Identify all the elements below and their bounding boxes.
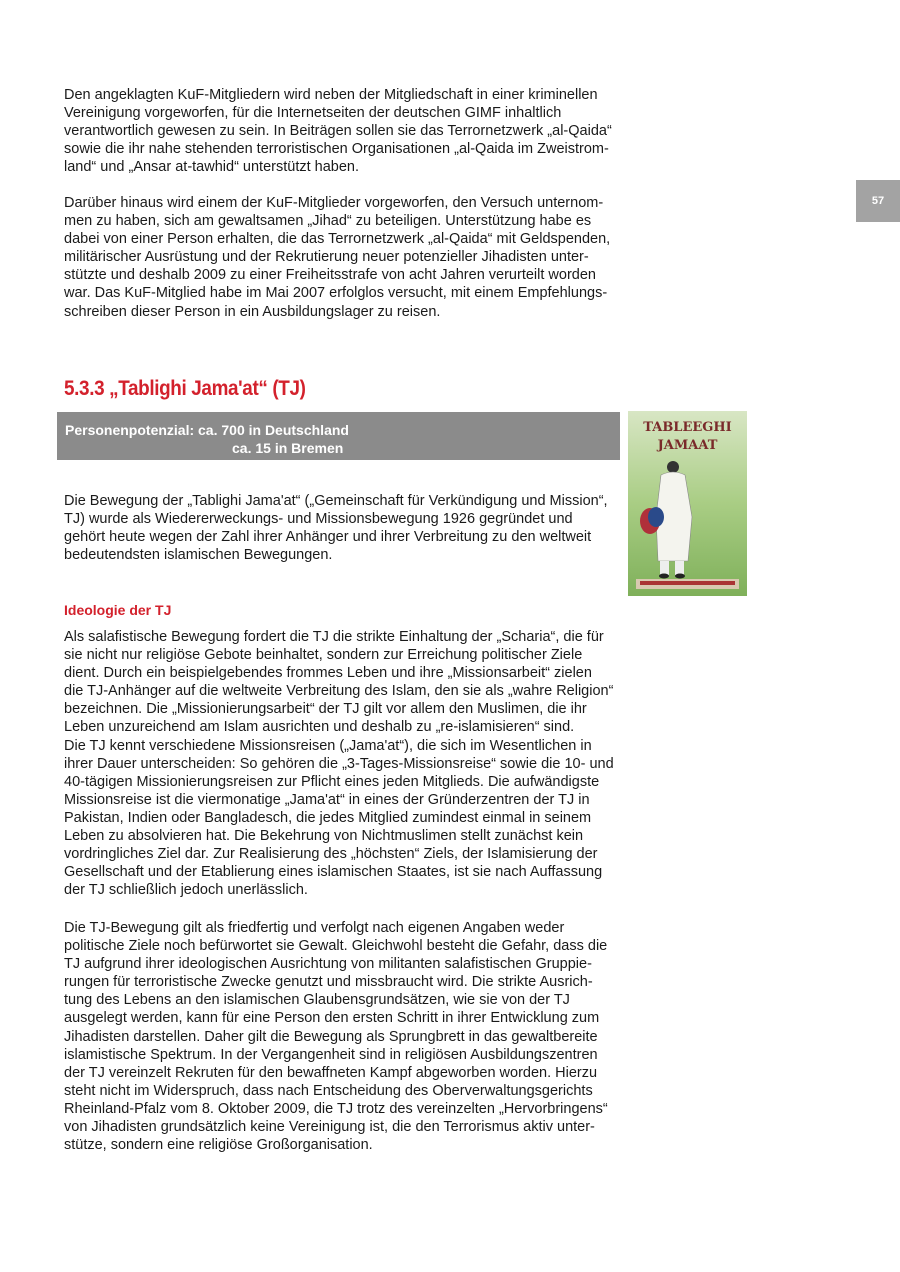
text-line: Die TJ kennt verschiedene Missionsreisen („Jama'at“), die sich im Wesentlichen in: [64, 737, 592, 754]
text-line: der TJ vereinzelt Rekruten für den bewaffneten Kampf abgeworben worden. Hierzu: [64, 1064, 598, 1081]
text-line: stützte und deshalb 2009 zu einer Freiheitsstrafe von acht Jahren verurteilt worden: [64, 267, 596, 284]
paragraph-tj-ideology: [64, 628, 614, 899]
text-line: verantwortlich gewesen zu sein. In Beiträgen sollen sie das Terrornetzwerk „al-Qaida“: [64, 123, 612, 140]
text-line: ihrer Dauer unterscheiden: So gehören die „3-Tages-Missionsreise“ sowie die 10- und: [64, 755, 614, 772]
text-line: dient. Durch ein beispielgebendes frommes Leben und ihre „Missionsarbeit“ zielen: [64, 665, 592, 682]
text-line: sowie die ihr nahe stehenden terroristischen Organisationen „al-Qaida im Zweistrom-: [64, 141, 609, 158]
text-line: TJ aufgrund ihrer ideologischen Ausrichtung von militanten salafistischen Gruppie-: [64, 956, 592, 973]
text-line: men zu haben, sich am gewaltsamen „Jihad“ zu beteiligen. Unterstützung habe es: [64, 213, 592, 230]
text-line: Jihadisten darstellen. Daher gilt die Bewegung als Sprungbrett in das gewaltbereite: [64, 1028, 598, 1045]
text-line: Gesellschaft und der Etablierung eines islamischen Staates, ist sie nach Auffassung: [64, 864, 603, 881]
text-line: ausgelegt werden, kann für eine Person den ersten Schritt in ihrer Entwicklung zum: [64, 1010, 600, 1027]
text-line: TJ) wurde als Wiedererweckungs- und Missionsbewegung 1926 gegründet und: [64, 511, 573, 528]
personenpotenzial-bar: [57, 412, 620, 460]
text-line: islamistische Spektrum. In der Vergangenheit sind in religiösen Ausbildungszentren: [64, 1046, 598, 1063]
text-line: Die Bewegung der „Tablighi Jama'at“ („Gemeinschaft für Verkündigung und Mission“,: [64, 493, 608, 509]
page-number: 57: [856, 180, 900, 222]
text-line: stütze, sondern eine religiöse Großorganisation.: [64, 1137, 373, 1154]
text-line: sie nicht nur religiöse Gebote beinhaltet, sondern zur Erreichung politischer Ziele: [64, 647, 583, 664]
text-line: gehört heute wegen der Zahl ihrer Anhänger und ihrer Verbreitung zu den weltweit: [64, 529, 592, 546]
text-line: Leben unzureichend am Islam ausrichten und deshalb zu „re-islamisieren“ sind.: [64, 719, 575, 736]
potential-germany: Personenpotenzial: ca. 700 in Deutschland: [65, 422, 349, 438]
text-line: Den angeklagten KuF-Mitgliedern wird neben der Mitgliedschaft in einer kriminellen: [64, 87, 598, 103]
text-line: schreiben dieser Person in ein Ausbildungslager zu reisen.: [64, 303, 441, 320]
text-line: Rheinland-Pfalz vom 8. Oktober 2009, die TJ trotz des vereinzelten „Hervorbringens“: [64, 1100, 608, 1117]
text-line: die TJ-Anhänger auf die weltweite Verbreitung des Islam, den sie als „wahre Religion“: [64, 683, 614, 700]
text-line: tung des Lebens an den islamischen Glaubensgrundsätzen, wie sie von der TJ: [64, 992, 570, 1009]
text-line: Missionsreise ist die viermonatige „Jama'at“ in eines der Gründerzentren der TJ in: [64, 791, 590, 808]
text-line: 40-tägigen Missionierungsreisen zur Pflicht eines jeden Mitglieds. Die aufwändigste: [64, 773, 600, 790]
text-line: militärischer Ausrüstung und der Rekrutierung neuer potenzieller Jihadisten unter-: [64, 249, 589, 266]
text-line: dabei von einer Person erhalten, die das Terrornetzwerk „al-Qaida“ mit Geldspenden,: [64, 231, 611, 248]
text-line: Die TJ-Bewegung gilt als friedfertig und verfolgt nach eigenen Angaben weder: [64, 920, 565, 936]
book-cover-image: [628, 411, 747, 596]
text-line: bedeutendsten islamischen Bewegungen.: [64, 547, 333, 564]
paragraph-kuf-charges: [64, 86, 612, 176]
text-line: bezeichnen. Die „Missionierungsarbeit“ der TJ gilt vor allem den Muslimen, die ihr: [64, 701, 587, 718]
text-line: steht nicht im Widerspruch, dass nach Entscheidung des Oberverwaltungsgerichts: [64, 1082, 593, 1099]
text-line: war. Das KuF-Mitglied habe im Mai 2007 erfolglos versucht, mit einem Empfehlungs-: [64, 285, 608, 302]
potential-bremen: ca. 15 in Bremen: [232, 440, 344, 456]
text-line: vordringliches Ziel dar. Zur Realisierung des „höchsten“ Ziels, der Islamisierung der: [64, 846, 598, 863]
text-line: Pakistan, Indien oder Bangladesch, die jedes Mitglied zumindest einmal in seinem: [64, 809, 592, 826]
paragraph-tj-intro: [64, 492, 608, 564]
paragraph-tj-danger: [64, 919, 608, 1154]
text-line: Als salafistische Bewegung fordert die TJ die strikte Einhaltung der „Scharia“, die für: [64, 629, 604, 645]
cover-title-1: TABLEEGHI: [643, 420, 732, 435]
text-line: politische Ziele noch befürwortet sie Gewalt. Gleichwohl besteht die Gefahr, dass die: [64, 938, 608, 955]
subheading-ideologie: Ideologie der TJ: [64, 602, 172, 618]
text-line: Leben zu absolvieren hat. Die Bekehrung von Nichtmuslimen stellt zunächst kein: [64, 828, 584, 845]
text-line: Darüber hinaus wird einem der KuF-Mitglieder vorgeworfen, den Versuch unternom-: [64, 195, 604, 211]
text-line: rungen für terroristische Zwecke genutzt und missbraucht wird. Die strikte Ausrich-: [64, 974, 593, 991]
text-line: der TJ schließlich jedoch unerlässlich.: [64, 882, 308, 899]
section-heading: 5.3.3 „Tablighi Jama'at“ (TJ): [64, 377, 306, 400]
text-line: land“ und „Ansar at-tawhid“ unterstützt haben.: [64, 159, 359, 176]
cover-title-2: JAMAAT: [657, 438, 718, 453]
text-line: Vereinigung vorgeworfen, für die Internetseiten der deutschen GIMF inhaltlich: [64, 105, 562, 122]
text-line: von Jihadisten grundsätzlich keine Vereinigung ist, die den Terrorismus aktiv unter-: [64, 1119, 595, 1136]
paragraph-kuf-jihad: [64, 194, 610, 321]
